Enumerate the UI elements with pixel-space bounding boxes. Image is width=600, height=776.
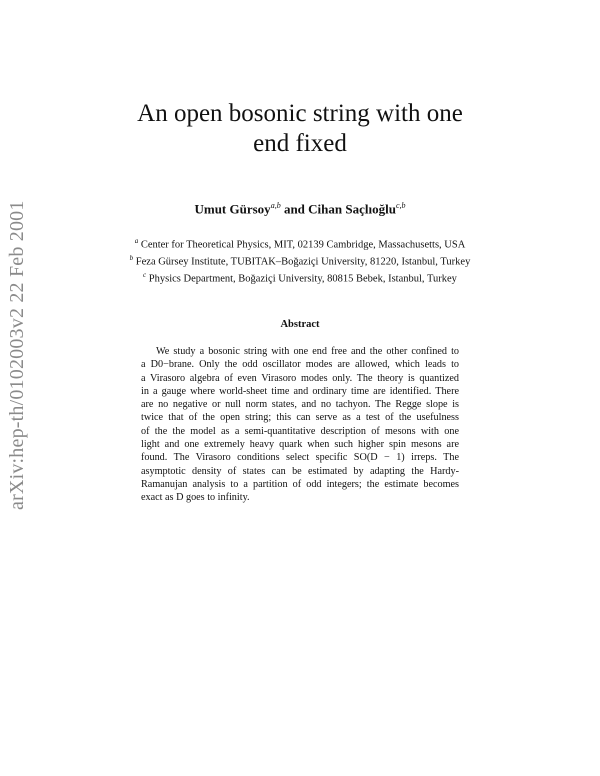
- abstract-line: exact as D goes to infinity.: [141, 492, 250, 504]
- affiliation-a: [60, 235, 540, 252]
- abstract-body: [141, 345, 459, 505]
- abstract-line: are no negative or null norm states, and no tachyon. The Regge slope is: [141, 399, 459, 411]
- affiliation-a-text: Center for Theoretical Physics, MIT, 02139 Cambridge, Massachusetts, USA: [140, 239, 466, 251]
- affiliation-c-text: Physics Department, Boğaziçi University, 80815 Bebek, Istanbul, Turkey: [148, 273, 457, 285]
- author-2-affiliation-marks: c,b: [395, 201, 406, 210]
- abstract-line: found. The Virasoro conditions select specific SO(D − 1) irreps. The: [141, 452, 459, 464]
- paper-title: [60, 99, 540, 159]
- abstract-line: a D0−brane. Only the odd oscillator modes are allowed, which leads to: [141, 359, 459, 371]
- author-1-affiliation-marks: a,b: [270, 201, 281, 210]
- author-name-2: Cihan Saçlıoğlu: [308, 201, 396, 217]
- abstract-line: a Virasoro algebra of even Virasoro modes only. The theory is quantized: [141, 372, 459, 384]
- affiliation-b-text: Feza Gürsey Institute, TUBITAK–Boğaziçi University, 81220, Istanbul, Turkey: [135, 256, 471, 268]
- arxiv-identifier-stamp: arXiv:hep-th/0102003v2 22 Feb 2001: [6, 200, 28, 510]
- affiliation-c: [60, 269, 540, 286]
- title-line-2: end fixed: [253, 130, 347, 157]
- abstract-line: asymptotic density of states can be estimated by adapting the Hardy-: [141, 465, 459, 477]
- affiliation-b: [60, 252, 540, 269]
- abstract-line: of the the model as a semi-quantitative description of mesons with one: [141, 425, 459, 437]
- affiliation-a-mark: a: [134, 237, 139, 245]
- affiliation-b-mark: b: [129, 254, 134, 262]
- abstract-line: in a gauge where world-sheet time and ordinary time are identified. There: [141, 385, 459, 397]
- title-line-1: An open bosonic string with one: [137, 100, 463, 127]
- author-connector: and: [283, 201, 305, 217]
- author-list: [100, 201, 500, 217]
- abstract-line: light and one extremely heavy quark when such higher spin mesons are: [141, 439, 459, 451]
- abstract-line: twice that of the open string; this can serve as a test of the usefulness: [141, 412, 459, 424]
- affiliation-c-mark: c: [143, 271, 147, 279]
- author-name-1: Umut Gürsoy: [194, 201, 271, 217]
- abstract-line: We study a bosonic string with one end free and the other confined to: [156, 346, 459, 357]
- abstract-heading: Abstract: [280, 319, 320, 330]
- abstract-line: Ramanujan analysis to a partition of odd integers; the estimate becomes: [141, 478, 459, 490]
- affiliation-list: [60, 235, 540, 286]
